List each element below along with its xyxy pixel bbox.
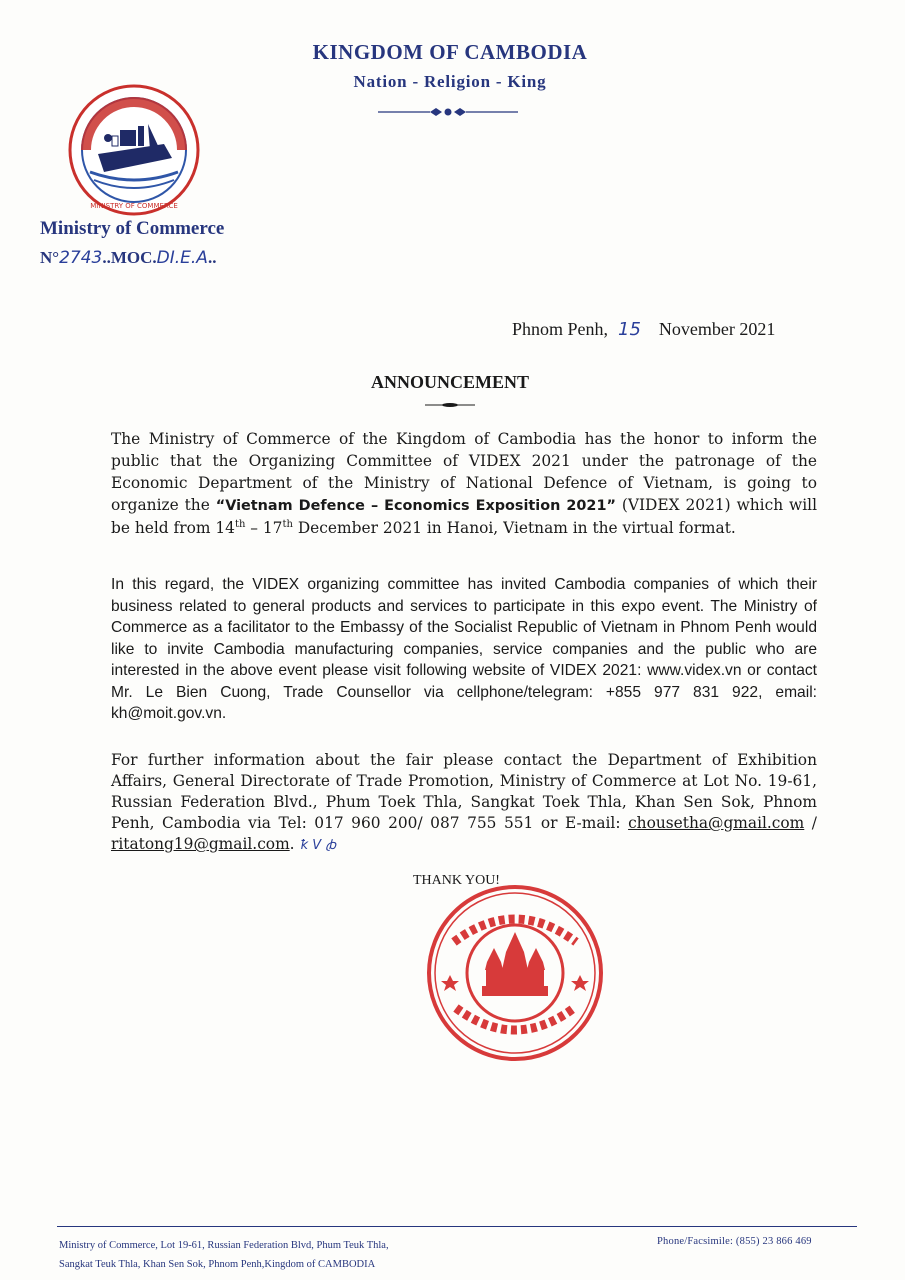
date-day: 15: [618, 319, 641, 340]
title-underline-icon: [425, 402, 475, 408]
svg-text:MINISTRY OF COMMERCE: MINISTRY OF COMMERCE: [90, 202, 178, 210]
ministry-logo-icon: [68, 84, 200, 216]
p1-sup-2: th: [282, 518, 293, 530]
p3-text: For further information about the fair please contact the Department of Exhibition Affairs, General Directorate of Trade Promotion, Ministry of Commerce at Lot No. 19-61, Russian Federation Blvd., Phum Toek Thla, Sangkat Toek Thla, Khan Sen Sok, Phnom Penh, Cambodia via Tel: 017 960 200/ 087 755 551 or E-mail:: [111, 751, 817, 832]
closing-text: THANK YOU!: [413, 873, 500, 888]
ornament-divider-icon: [378, 105, 518, 119]
p1-text-a: The Ministry of Commerce of the Kingdom of Cambodia has the honor to inform the public that the Organizing Committee of VIDEX 2021 under the patronage of the Economic Department of the Ministry of National Defence of Vietnam, is going to organize the: [111, 430, 817, 514]
paragraph-3: [111, 750, 817, 856]
footer-address-line-2: Sangkat Teuk Thla, Khan Sen Sok, Phnom Penh,Kingdom of CAMBODIA: [59, 1259, 376, 1270]
official-stamp-icon: [424, 882, 606, 1064]
kingdom-heading: KINGDOM OF CAMBODIA: [312, 40, 588, 64]
paragraph-2: In this regard, the VIDEX organizing committee has invited Cambodia companies of which their business related to general products and services to participate in this expo event. The Ministry of Commerce as a facilitator to the Embassy of the Socialist Republic of Vietnam in Phnom Penh would like to invite Cambodia manufacturing companies, service companies and the public who are interested in the above event please visit following website of VIDEX 2021: www.videx.vn or contact Mr. Le Bien Cuong, Trade Counsellor via cellphone/telegram: +855 977 831 922, email: kh@moit.gov.vn.: [111, 576, 817, 722]
date-month-year: November 2021: [658, 319, 776, 339]
ministry-name: Ministry of Commerce: [40, 218, 225, 239]
ref-number: 2743: [59, 248, 103, 268]
paragraph-1: [111, 428, 817, 539]
expo-name: “Vietnam Defence – Economics Exposition 2021”: [215, 498, 616, 514]
ref-suffix: ..: [207, 248, 217, 267]
p1-text-d: December 2021 in Hanoi, Vietnam in the virtual format.: [292, 519, 736, 537]
handwritten-initials: ꝁ V ꞗ: [300, 838, 337, 853]
national-motto: Nation - Religion - King: [353, 72, 547, 91]
email-link-1[interactable]: chousetha@gmail.com: [628, 814, 805, 832]
p1-sup-1: th: [234, 518, 246, 530]
p1-text-b: (VIDEX 2021) which will be held from 14: [111, 496, 817, 537]
p1-text-c: – 17: [245, 519, 283, 537]
footer-divider: [57, 1226, 857, 1227]
ref-middle: ..MOC.: [102, 248, 157, 267]
footer-phone: Phone/Facsimile: (855) 23 866 469: [657, 1236, 812, 1247]
email-separator: /: [804, 814, 817, 832]
footer-address-line-1: Ministry of Commerce, Lot 19-61, Russian Federation Blvd, Phum Teuk Thla,: [59, 1240, 389, 1251]
date-city: Phnom Penh,: [512, 319, 609, 339]
ref-dept: DI.E.A: [156, 248, 208, 268]
footer-address: [59, 1236, 389, 1274]
p3-end: .: [289, 835, 295, 853]
reference-number: [40, 248, 216, 268]
announcement-title: ANNOUNCEMENT: [370, 372, 529, 392]
ref-prefix: N°: [40, 248, 60, 267]
date-line: [512, 319, 775, 340]
email-link-2[interactable]: ritatong19@gmail.com: [111, 835, 290, 853]
